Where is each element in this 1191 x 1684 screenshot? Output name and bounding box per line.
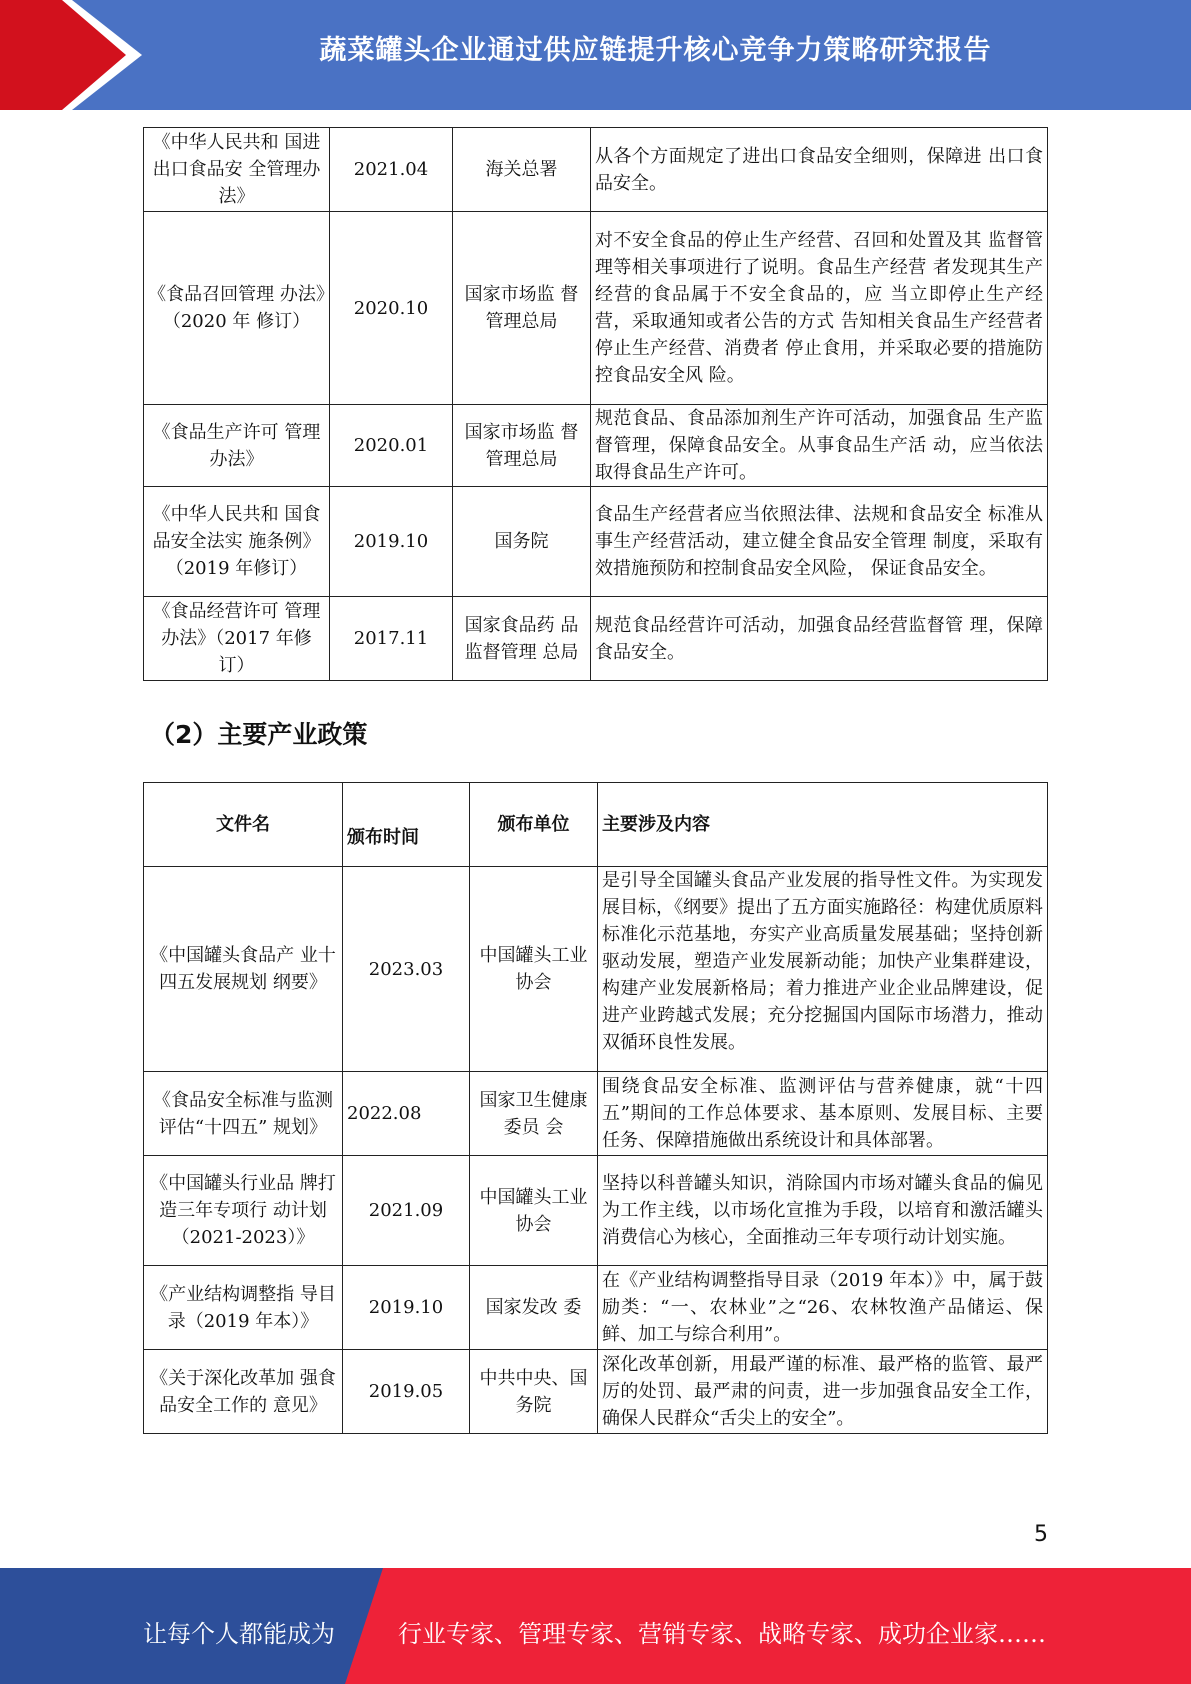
content-cell: 食品生产经营者应当依照法律、法规和食品安全 标准从事生产经营活动，建立健全食品安全管理 制度，采取有效措施预防和控制食品安全风险， 保证食品安全。 [591, 487, 1048, 597]
issuer-cell: 国家市场监 督管理总局 [453, 405, 591, 487]
issuer-cell: 国家市场监 督管理总局 [453, 212, 591, 405]
issuer-cell: 国务院 [453, 487, 591, 597]
table-row [144, 405, 1048, 487]
document-name-cell: 《食品生产许可 管理办法》 [144, 405, 330, 487]
document-name-cell: 《产业结构调整指 导目录（2019 年本）》 [144, 1266, 343, 1350]
regulations-table [143, 127, 1048, 681]
table-row [144, 212, 1048, 405]
date-cell: 2019.10 [330, 487, 453, 597]
footer-slogan-left: 让每个人都能成为 [143, 1620, 335, 1648]
header-name: 文件名 [144, 783, 343, 867]
table-row [144, 128, 1048, 212]
date-cell: 2021.04 [330, 128, 453, 212]
page-number: 5 [1034, 1522, 1048, 1547]
footer-slogan-right: 行业专家、管理专家、营销专家、战略专家、成功企业家…… [398, 1620, 1046, 1648]
header-issuer: 颁布单位 [470, 783, 598, 867]
date-cell: 2023.03 [343, 867, 470, 1072]
table-header-row [144, 783, 1048, 867]
content-cell: 是引导全国罐头食品产业发展的指导性文件。为实现发展目标，《纲要》提出了五方面实施路径：构建优质原料标准化示范基地，夯实产业高质量发展基础；坚持创新驱动发展，塑造产业发展新动能；加快产业集群建设，构建产业发展新格局；着力推进产业企业品牌建设，促进产业跨越式发展；充分挖掘国内国际市场潜力，推动双循环良性发展。 [602, 870, 1043, 1053]
content-cell: 规范食品经营许可活动，加强食品经营监督管 理，保障食品安全。 [591, 597, 1048, 681]
document-name-cell: 《关于深化改革加 强食品安全工作的 意见》 [144, 1350, 343, 1434]
document-name-cell: 《食品安全标准与监测评估“十四五” 规划》 [144, 1072, 343, 1156]
document-name-cell: 《中国罐头行业品 牌打造三年专项行 动计划（2021-2023）》 [144, 1156, 343, 1266]
header-content: 主要涉及内容 [598, 783, 1048, 867]
table-row [144, 1072, 1048, 1156]
content-cell: 深化改革创新，用最严谨的标准、最严格的监管、最严厉的处罚、最严肃的问责，进一步加强食品安全工作，确保人民群众“舌尖上的安全”。 [598, 1350, 1048, 1434]
content-cell: 对不安全食品的停止生产经营、召回和处置及其 监督管理等相关事项进行了说明。食品生产经营 者发现其生产经营的食品属于不安全食品的，应 当立即停止生产经营，采取通知或者公告的方式 告知相关食品生产经营者停止生产经营、消费者 停止食用，并采取必要的措施防控食品安全风 险。 [591, 212, 1048, 405]
issuer-cell: 国家发改 委 [470, 1266, 598, 1350]
issuer-cell: 海关总署 [453, 128, 591, 212]
content-cell: 从各个方面规定了进出口食品安全细则，保障进 出口食品安全。 [591, 128, 1048, 212]
issuer-cell: 中国罐头工业协会 [470, 1156, 598, 1266]
section-heading: （2）主要产业政策 [150, 720, 368, 749]
document-name-cell: 《中华人民共和 国食品安全法实 施条例》（2019 年修订） [144, 487, 330, 597]
document-name-cell: 《食品经营许可 管理办法》（2017 年修订） [144, 597, 330, 681]
document-name-cell: 《中国罐头食品产 业十四五发展规划 纲要》 [144, 867, 343, 1072]
table-row [144, 487, 1048, 597]
issuer-cell: 国家食品药 品监督管理 总局 [453, 597, 591, 681]
content-cell: 规范食品、食品添加剂生产许可活动，加强食品 生产监督管理，保障食品安全。从事食品生产活 动，应当依法取得食品生产许可。 [591, 405, 1048, 487]
header-date: 颁布时间 [343, 783, 470, 867]
header-arrow-icon [0, 0, 160, 110]
issuer-cell: 国家卫生健康委员 会 [470, 1072, 598, 1156]
issuer-cell: 中共中央、国务院 [470, 1350, 598, 1434]
table-row [144, 597, 1048, 681]
table-row [144, 1266, 1048, 1350]
date-cell: 2020.10 [330, 212, 453, 405]
date-cell: 2019.05 [343, 1350, 470, 1434]
content-cell: 在《产业结构调整指导目录（2019 年本）》中，属于鼓励类：“一、农林业”之“26、农林牧渔产品储运、保鲜、加工与综合利用”。 [598, 1266, 1048, 1350]
date-cell: 2019.10 [343, 1266, 470, 1350]
date-cell: 2017.11 [330, 597, 453, 681]
date-cell: 2020.01 [330, 405, 453, 487]
table-row [144, 867, 1048, 1072]
document-name-cell: 《食品召回管理 办法》（2020 年 修订） [144, 212, 330, 405]
content-cell: 坚持以科普罐头知识，消除国内市场对罐头食品的偏见为工作主线，以市场化宣推为手段，以培育和激活罐头消费信心为核心，全面推动三年专项行动计划实施。 [598, 1156, 1048, 1266]
issuer-cell: 中国罐头工业协会 [470, 867, 598, 1072]
document-name-cell: 《中华人民共和 国进出口食品安 全管理办法》 [144, 128, 330, 212]
table-row [144, 1156, 1048, 1266]
industry-policy-table [143, 782, 1048, 1434]
content-cell: 围绕食品安全标准、监测评估与营养健康，就“十四五”期间的工作总体要求、基本原则、发展目标、主要任务、保障措施做出系统设计和具体部署。 [602, 1075, 1043, 1151]
table-row [144, 1350, 1048, 1434]
date-cell: 2021.09 [343, 1156, 470, 1266]
date-cell: 2022.08 [343, 1072, 470, 1156]
page-footer [0, 1568, 1191, 1684]
page-header [0, 0, 1191, 110]
header-title: 蔬菜罐头企业通过供应链提升核心竞争力策略研究报告 [319, 35, 992, 66]
